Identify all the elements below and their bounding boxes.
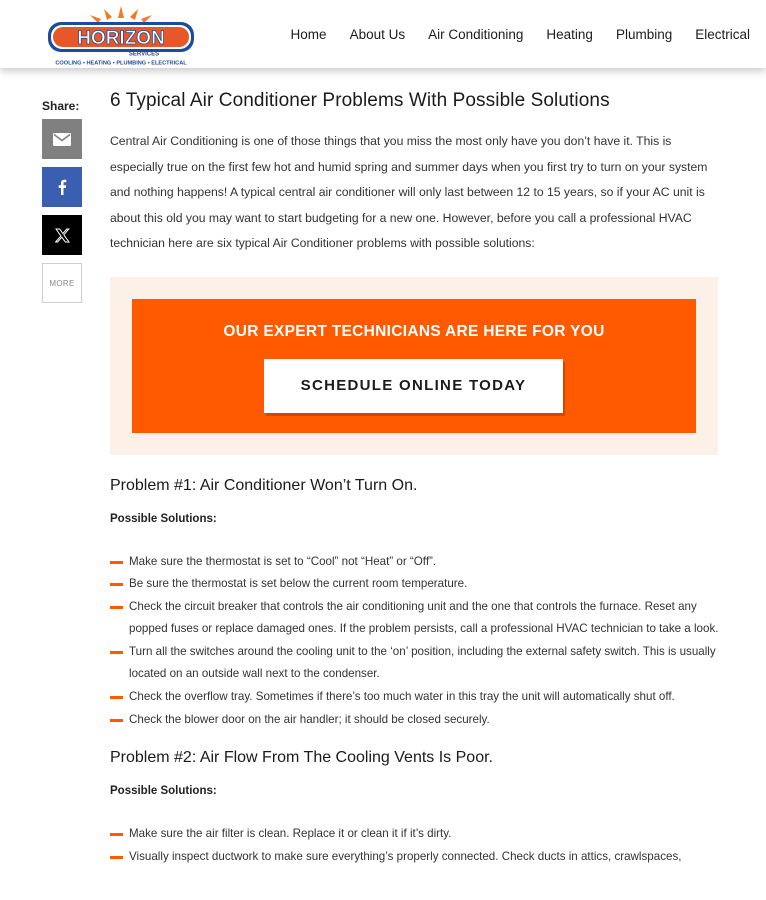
logo-graphic: [44, 4, 198, 66]
problem-2-title: Problem #2: Air Flow From The Cooling Vents Is Poor.: [110, 749, 493, 767]
share-more-button[interactable]: MORE: [42, 263, 82, 303]
problem-1-subtitle: Possible Solutions:: [110, 512, 217, 525]
dash-bullet-icon: [110, 719, 123, 722]
envelope-icon: [53, 133, 71, 146]
problem-2-solutions: [110, 823, 720, 868]
list-item: [110, 596, 720, 641]
schedule-online-button[interactable]: SCHEDULE ONLINE TODAY: [264, 359, 563, 413]
list-item-text: Make sure the air filter is clean. Replace it or clean it if it’s dirty.: [129, 827, 452, 841]
list-item-text: Visually inspect ductwork to make sure everything’s properly connected. Check ducts in attics, crawlspaces,: [129, 849, 682, 863]
cta-banner: [132, 299, 696, 433]
main-nav: [268, 0, 766, 68]
list-item: [110, 686, 720, 709]
share-bar: [42, 99, 84, 311]
list-item-text: Be sure the thermostat is set below the current room temperature.: [129, 577, 468, 591]
nav-plumbing[interactable]: Plumbing: [615, 26, 673, 42]
dash-bullet-icon: [110, 856, 123, 859]
share-label: Share:: [42, 99, 80, 113]
site-header: [0, 0, 766, 68]
share-email-button[interactable]: [42, 119, 82, 159]
list-item-text: Turn all the switches around the cooling unit to the ‘on’ position, including the external safety switch. This is usually located on an outside wall next to the condenser.: [129, 644, 716, 681]
list-item: [110, 641, 720, 686]
share-facebook-button[interactable]: [42, 167, 82, 207]
svg-text:HORIZON: HORIZON: [77, 28, 165, 49]
article-intro: Central Air Conditioning is one of those things that you miss the most only have you don’t have it. This is especially true on the first few hot and humid spring and summer days when you first try to turn on your system and nothing happens! A typical central air conditioner will only last between 12 to 15 years, so if your AC unit is about this old you may want to start budgeting for a new one. However, before you call a professional HVAC technician here are six typical Air Conditioner problems with possible solutions:: [110, 134, 708, 250]
x-icon: [55, 228, 70, 243]
dash-bullet-icon: [110, 583, 123, 586]
dash-bullet-icon: [110, 696, 123, 699]
svg-text:SERVICES: SERVICES: [128, 51, 160, 58]
list-item: [110, 709, 720, 732]
list-item: [110, 573, 720, 596]
problem-2-subtitle: Possible Solutions:: [110, 785, 217, 798]
list-item-text: Check the blower door on the air handler; it should be closed securely.: [129, 712, 490, 726]
article: [110, 90, 720, 886]
nav-air-conditioning[interactable]: Air Conditioning: [428, 26, 524, 42]
problem-1-title: Problem #1: Air Conditioner Won’t Turn On.: [110, 476, 418, 494]
list-item: [110, 823, 720, 846]
list-item-text: Check the circuit breaker that controls the air conditioning unit and the one that controls the furnace. Reset any popped fuses or replace damaged ones. If the problem persists, call a professional HVAC technician to take a look.: [129, 599, 719, 636]
dash-bullet-icon: [110, 561, 123, 564]
problem-1-solutions: [110, 551, 720, 732]
list-item-text: Check the overflow tray. Sometimes if there’s too much water in this tray the unit will automatically shut off.: [129, 690, 675, 704]
horizon-logo[interactable]: [44, 4, 198, 66]
cta-heading: OUR EXPERT TECHNICIANS ARE HERE FOR YOU: [223, 322, 605, 340]
article-title: 6 Typical Air Conditioner Problems With Possible Solutions: [110, 90, 610, 111]
list-item: [110, 551, 720, 574]
dash-bullet-icon: [110, 651, 123, 654]
svg-text:COOLING • HEATING • PLUMBING •: COOLING • HEATING • PLUMBING • ELECTRICAL: [55, 60, 187, 66]
share-x-button[interactable]: [42, 215, 82, 255]
nav-heating[interactable]: Heating: [546, 26, 593, 42]
list-item: [110, 846, 720, 869]
list-item-text: Make sure the thermostat is set to “Cool” not “Heat” or “Off”.: [129, 554, 437, 568]
nav-electrical[interactable]: Electrical: [695, 26, 750, 42]
nav-home[interactable]: Home: [290, 26, 327, 42]
cta-section: [110, 277, 718, 455]
dash-bullet-icon: [110, 606, 123, 609]
nav-about-us[interactable]: About Us: [349, 26, 406, 42]
dash-bullet-icon: [110, 833, 123, 836]
facebook-icon: [57, 179, 67, 195]
